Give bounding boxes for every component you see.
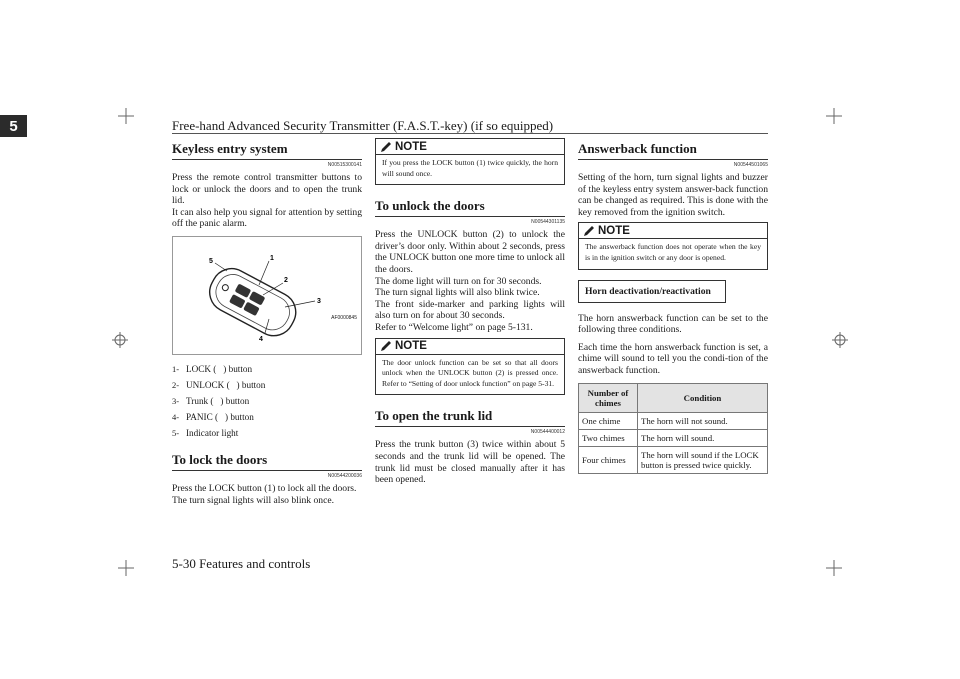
note-text: The door unlock function can be set so that all doors unlock when the UNLOCK button (2) is pressed once. Refer to “Setting of door unlock function” on page 5-31. bbox=[382, 357, 558, 388]
table-row bbox=[579, 429, 768, 446]
note-label: NOTE bbox=[395, 340, 427, 353]
note-label: NOTE bbox=[395, 140, 427, 153]
table-header-row bbox=[579, 383, 768, 412]
table-row bbox=[579, 412, 768, 429]
page-header-title: Free-hand Advanced Security Transmitter (F.A.S.T.-key) (if so equipped) bbox=[172, 118, 554, 133]
unlock-para-1: Press the UNLOCK button (2) to unlock the driver’s door only. Within about 2 seconds, press the UNLOCK button one more time to unlock all the doors. bbox=[375, 229, 565, 275]
note-text: If you press the LOCK button (1) twice quickly, the horn will sound once. bbox=[382, 158, 558, 178]
chimes-cell: Four chimes bbox=[579, 446, 638, 473]
lock-section-title: To lock the doors bbox=[172, 449, 362, 471]
note-text: The answerback function does not operate when the key is in the ignition switch or any door is opened. bbox=[585, 242, 761, 262]
crop-mark-bottom-right bbox=[826, 560, 842, 576]
crop-mark-bottom-left bbox=[118, 560, 134, 576]
note-box-1 bbox=[375, 138, 565, 185]
unlock-para-3: The turn signal lights will also blink twice. bbox=[375, 287, 540, 299]
note-box-2 bbox=[375, 338, 565, 396]
column-2 bbox=[375, 138, 565, 486]
keyless-para-1: Press the remote control transmitter buttons to lock or unlock the doors and to open the trunk lid. bbox=[172, 172, 362, 207]
legend-item: 4- PANIC ( ) button bbox=[172, 411, 254, 422]
keyless-para-2: It can also help you signal for attention by setting off the panic alarm. bbox=[172, 206, 362, 230]
callout-3: 3 bbox=[317, 297, 321, 305]
key-fob-illustration bbox=[173, 237, 361, 352]
horn-para-2: Each time the horn answerback function is set, a chime will sound to tell you the condi-tion of the answerback function. bbox=[578, 341, 768, 376]
keyless-section-title: Keyless entry system bbox=[172, 138, 362, 160]
pencil-icon bbox=[380, 141, 392, 153]
unlock-para-2: The dome light will turn on for 30 seconds. bbox=[375, 275, 542, 287]
column-3 bbox=[578, 138, 768, 474]
callout-4: 4 bbox=[259, 335, 263, 343]
callout-1: 1 bbox=[270, 254, 274, 262]
key-fob-figure bbox=[172, 236, 362, 355]
callout-5: 5 bbox=[209, 257, 213, 265]
page-footer: 5-30 Features and controls bbox=[172, 556, 311, 571]
trunk-section-code: N00544400012 bbox=[530, 429, 565, 436]
legend-item: 2- UNLOCK ( ) button bbox=[172, 379, 266, 390]
table-row bbox=[579, 446, 768, 473]
button-legend bbox=[172, 361, 362, 441]
condition-cell: The horn will sound if the LOCK button is pressed twice quickly. bbox=[638, 446, 768, 473]
figure-code: AF0000845 bbox=[331, 314, 357, 321]
legend-item: 5- Indicator light bbox=[172, 427, 239, 438]
answerback-section-title: Answerback function bbox=[578, 138, 768, 160]
condition-cell: The horn will sound. bbox=[638, 429, 768, 446]
chimes-cell: Two chimes bbox=[579, 429, 638, 446]
registration-mark-left bbox=[112, 332, 128, 348]
column-1 bbox=[172, 138, 362, 506]
horn-para-1: The horn answerback function can be set to the following three conditions. bbox=[578, 312, 768, 336]
chimes-cell: One chime bbox=[579, 412, 638, 429]
header-rule bbox=[172, 133, 768, 134]
unlock-para-4: The front side-marker and parking lights will also turn on for about 30 seconds. bbox=[375, 298, 565, 322]
chapter-tab: 5 bbox=[0, 115, 27, 137]
answerback-section-code: N00544501065 bbox=[733, 162, 768, 168]
condition-cell: The horn will not sound. bbox=[638, 412, 768, 429]
unlock-para-5: Refer to “Welcome light” on page 5-131. bbox=[375, 321, 533, 333]
trunk-para-1: Press the trunk button (3) twice within about 5 seconds and the trunk lid will be opened. The trunk lid must be closed manually after it has been opened. bbox=[375, 439, 565, 486]
unlock-section-code: N00544301135 bbox=[531, 219, 565, 226]
legend-item: 1- LOCK ( ) button bbox=[172, 363, 253, 374]
answerback-para-1: Setting of the horn, turn signal lights and buzzer of the keyless entry system answer-back function can be changed as required. This is done with the key removed from the ignition switch. bbox=[578, 172, 768, 218]
lock-para-2: The turn signal lights will also blink once. bbox=[172, 494, 335, 506]
pencil-icon bbox=[583, 225, 595, 237]
registration-mark-right bbox=[832, 332, 848, 348]
lock-section-code: N00544200036 bbox=[327, 472, 362, 479]
note-box-3 bbox=[578, 222, 768, 269]
column-header-condition: Condition bbox=[638, 383, 768, 412]
legend-item: 3- Trunk ( ) button bbox=[172, 395, 250, 406]
crop-mark-top-left bbox=[118, 108, 134, 124]
crop-mark-top-right bbox=[826, 108, 842, 124]
chimes-table bbox=[578, 383, 768, 474]
keyless-section-code: N00515300141 bbox=[327, 162, 362, 168]
horn-subsection-title: Horn deactivation/reactivation bbox=[578, 280, 726, 303]
note-label: NOTE bbox=[598, 224, 630, 237]
trunk-section-title: To open the trunk lid bbox=[375, 405, 565, 427]
callout-2: 2 bbox=[284, 276, 288, 284]
pencil-icon bbox=[380, 340, 392, 352]
column-header-chimes: Number of chimes bbox=[579, 383, 638, 412]
lock-para-1: Press the LOCK button (1) to lock all the doors. bbox=[172, 482, 357, 494]
unlock-section-title: To unlock the doors bbox=[375, 195, 565, 217]
